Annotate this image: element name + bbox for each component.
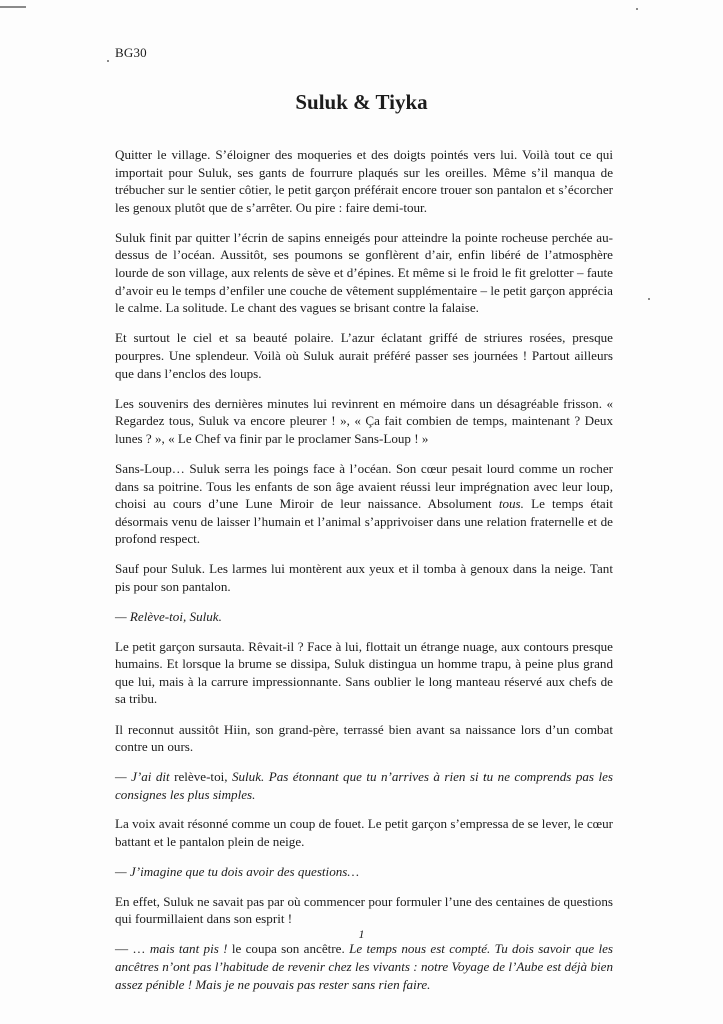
emphasis: Le temps nous est compté. Tu dois savoir que les ancêtres n’ont pas l’habitude de revenir chez les vivants : notre Voyage de l’Aube est déjà bien assez pénible ! Mais je ne pouvais pas rester sans rien faire.: [115, 941, 614, 992]
document-code: BG30: [115, 45, 147, 60]
dialogue-line: [115, 940, 613, 993]
dialogue-line: [115, 863, 613, 881]
emphasis: Suluk. Pas étonnant que tu n’arrives à rien si tu ne comprends pas les consignes les plus simples.: [115, 769, 613, 802]
paragraph: Et surtout le ciel et sa beauté polaire. L’azur éclatant griffé de striures rosées, presque pourpres. Une splendeur. Voilà où Suluk aurait préféré passer ses journées ! Partout ailleurs que dans l’enclos des loups.: [115, 330, 613, 381]
paragraph: Suluk finit par quitter l’écrin de sapins enneigés pour atteindre la pointe rocheuse perchée au-dessus de l’océan. Aussitôt, ses poumons se gonflèrent d’air, enfin libéré de l’atmosphère lourde de son village, aux relents de sève et d’épines. Et même si le froid le fit grelotter – faute d’avoir eu le temps d’enfiler une couche de vêtement supplémentaire – le petit garçon apprécia le calme. La solitude. Le chant des vagues se brisant contre la falaise.: [115, 229, 613, 316]
paragraph: Le petit garçon sursauta. Rêvait-il ? Face à lui, flottait un étrange nuage, aux contours presque humains. Et lorsque la brume se dissipa, Suluk distingua un homme trapu, à peine plus grand que lui, mais à la carrure impressionnante. Sans oublier le long manteau réservé aux chefs de sa tribu.: [115, 638, 613, 707]
paragraph: Les souvenirs des dernières minutes lui revinrent en mémoire dans un désagréable frisson. « Regardez tous, Suluk va encore pleurer ! », « Ça fait combien de temps, maintenant ? Deux lunes ? », « Le Chef va finir par le proclamer Sans-Loup ! »: [115, 395, 613, 446]
scan-speck: [648, 298, 650, 300]
dialogue-line: [115, 768, 613, 803]
story-body: [115, 146, 613, 1005]
dialogue-line: [115, 608, 613, 626]
page-title: Suluk & Tiyka: [295, 90, 428, 114]
paragraph-text: le coupa son ancêtre.: [227, 941, 350, 957]
emphasis: — J’ai dit: [115, 769, 170, 785]
scan-speck: [107, 60, 109, 62]
paragraph: [115, 460, 613, 548]
paragraph: Quitter le village. S’éloigner des moqueries et des doigts pointés vers lui. Voilà tout ce qui importait pour Suluk, ses gants de fourrure plaqués sur les oreilles. Même s’il manqua de trébucher sur le sentier côtier, le petit garçon préférait encore trouer son pantalon et s’écorcher les genoux plutôt que de s’arrêter. Ou pire : faire demi-tour.: [115, 147, 613, 215]
paragraph-text: — …: [115, 941, 150, 957]
paragraph: En effet, Suluk ne savait pas par où commencer pour formuler l’une des centaines de questions qui fourmillaient dans son esprit !: [115, 893, 613, 927]
emphasis: mais tant pis !: [149, 941, 228, 957]
paragraph-text: Le temps était désormais venu de laisser l’humain et l’animal s’apprivoiser dans une relation fraternelle et de profond respect.: [115, 496, 613, 547]
emphasis: tous.: [498, 496, 524, 512]
paragraph-text: Sans-Loup… Suluk serra les poings face à l’océan. Son cœur pesait lourd comme un rocher dans sa poitrine. Tous les enfants de son âge avaient réussi leur imprégnation avec leur loup, choisi au cours d’une Lune Miroir de leur naissance. Absolument: [115, 460, 613, 512]
emphasis: — Relève-toi, Suluk.: [115, 609, 222, 625]
paragraph: La voix avait résonné comme un coup de fouet. Le petit garçon s’empressa de se lever, le cœur battant et le pantalon plein de neige.: [115, 816, 613, 849]
paragraph-text: relève-toi,: [169, 769, 232, 785]
scan-edge-mark: [0, 6, 26, 8]
paragraph: Sauf pour Suluk. Les larmes lui montèrent aux yeux et il tomba à genoux dans la neige. Tant pis pour son pantalon.: [115, 561, 613, 594]
page-number: 1: [358, 927, 365, 941]
emphasis: — J’imagine que tu dois avoir des questions…: [115, 864, 360, 880]
scan-speck: [636, 8, 638, 10]
paragraph: Il reconnut aussitôt Hiin, son grand-père, terrassé bien avant sa naissance lors d’un combat contre un ours.: [115, 721, 613, 755]
